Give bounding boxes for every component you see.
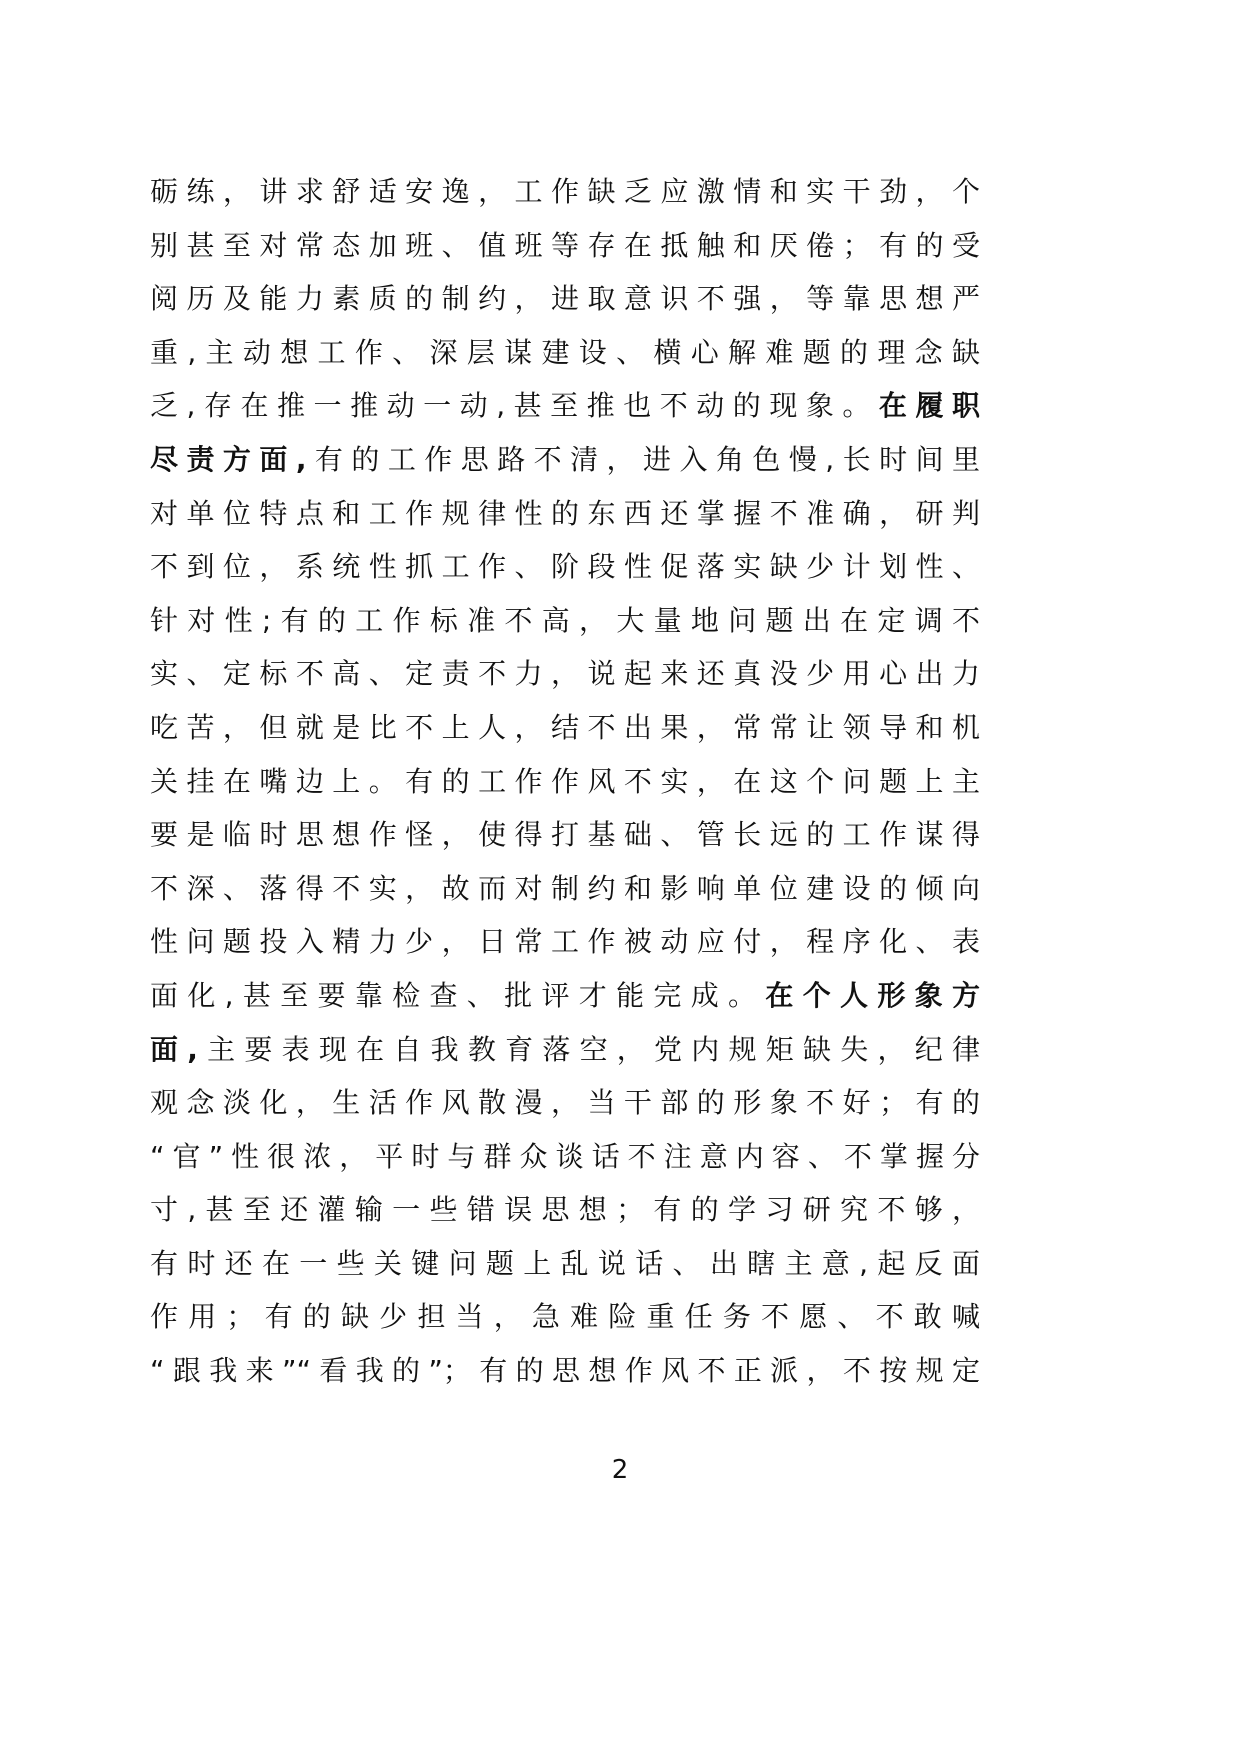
- body-text-run: 吃苦，但就是比不上人，结不出果，常常让领导和机: [150, 710, 980, 744]
- bold-heading-text: 尽责方面,: [150, 442, 307, 476]
- body-text-run: 砺练，讲求舒适安逸，工作缺乏应激情和实干劲，个: [150, 175, 980, 208]
- body-text-run: 乏,存在推一推动一动,甚至推也不动的现象。: [150, 389, 879, 423]
- text-line: [150, 1183, 980, 1237]
- text-line: [150, 540, 980, 594]
- body-text-run: 不深、落得不实，故而对制约和影响单位建设的倾向: [150, 871, 980, 905]
- text-line: [150, 379, 980, 433]
- body-text-run: 实、定标不高、定责不力，说起来还真没少用心出力: [150, 657, 980, 691]
- text-line: [150, 1237, 980, 1291]
- body-text-run: 对单位特点和工作规律性的东西还掌握不准确，研判: [150, 496, 980, 530]
- page-number: 2: [611, 1455, 629, 1485]
- text-line: [150, 915, 980, 969]
- bold-heading-text: 在履职: [878, 389, 980, 423]
- text-line: [150, 1130, 980, 1184]
- body-text: [150, 165, 980, 1398]
- body-text-run: 有的工作思路不清，进入角色慢,长时间里: [306, 442, 981, 476]
- text-line: [150, 647, 980, 701]
- body-text-run: 不到位，系统性抓工作、阶段性促落实缺少计划性、: [150, 550, 980, 584]
- text-line: [150, 594, 980, 648]
- body-text-run: 有时还在一些关键问题上乱说话、出瞎主意,起反面: [150, 1246, 980, 1280]
- body-text-run: “跟我来”“看我的”；有的思想作风不正派，不按规定: [150, 1354, 980, 1388]
- body-text-run: “官”性很浓，平时与群众谈话不注意内容、不掌握分: [150, 1139, 980, 1173]
- body-text-run: 寸,甚至还灌输一些错误思想；有的学习研究不够，: [150, 1193, 980, 1227]
- body-text-run: 重,主动想工作、深层谋建设、横心解难题的理念缺: [150, 335, 980, 369]
- body-text-run: 阅历及能力素质的制约，进取意识不强，等靠思想严: [150, 282, 980, 316]
- text-line: [150, 755, 980, 809]
- text-line: [150, 1290, 980, 1344]
- text-line: [150, 165, 980, 219]
- text-line: [150, 808, 980, 862]
- body-text-run: 主要表现在自我教育落空，党内规矩缺失，纪律: [197, 1032, 980, 1066]
- text-line: [150, 701, 980, 755]
- body-text-run: 别甚至对常态加班、值班等存在抵触和厌倦；有的受: [150, 228, 980, 262]
- body-text-run: 性问题投入精力少，日常工作被动应付，程序化、表: [150, 925, 980, 959]
- text-line: [150, 1076, 980, 1130]
- text-line: [150, 326, 980, 380]
- body-text-run: 作用；有的缺少担当，急难险重任务不愿、不敢喊: [150, 1300, 980, 1334]
- body-text-run: 观念淡化，生活作风散漫，当干部的形象不好；有的: [150, 1086, 980, 1120]
- body-text-run: 关挂在嘴边上。有的工作作风不实，在这个问题上主: [150, 764, 980, 798]
- body-text-run: 针对性;有的工作标准不高，大量地问题出在定调不: [150, 603, 980, 637]
- body-text-run: 要是临时思想作怪，使得打基础、管长远的工作谋得: [150, 818, 980, 852]
- text-line: [150, 219, 980, 273]
- text-line: [150, 272, 980, 326]
- text-line: [150, 969, 980, 1023]
- text-line: [150, 487, 980, 541]
- bold-heading-text: 面,: [150, 1032, 198, 1066]
- bold-heading-text: 在个人形象方: [765, 978, 980, 1012]
- body-text-run: 面化,甚至要靠检查、批评才能完成。: [150, 978, 766, 1012]
- text-line: [150, 433, 980, 487]
- text-line: [150, 862, 980, 916]
- text-line: [150, 1344, 980, 1398]
- text-line: [150, 1023, 980, 1077]
